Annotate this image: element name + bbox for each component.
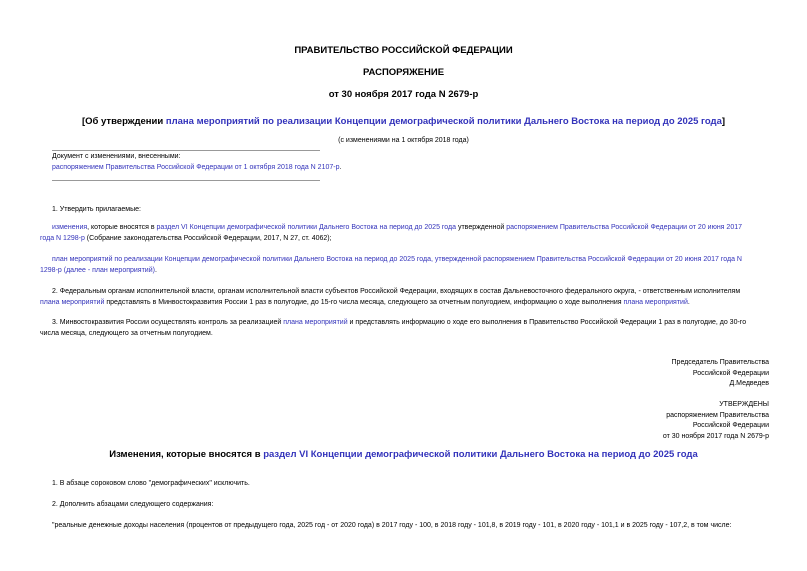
p4-plan-link-1[interactable]: плана мероприятий xyxy=(40,298,105,306)
change-box-top-rule xyxy=(52,150,320,151)
paragraph-1: 1. Утвердить прилагаемые: xyxy=(52,206,141,213)
changes-title xyxy=(0,449,807,460)
change-box-link[interactable]: распоряжением Правительства Российской Федерации от 1 октября 2018 года N 2107-р xyxy=(52,164,340,171)
plan-link-a[interactable]: план мероприятий по реализации Концепции демографической политики Дальнего Востока на период до 2025 года, утвержденной распоряжением Правительства Российской Федерации от 20 июня 2017 года N xyxy=(52,256,742,263)
change-box-suffix: . xyxy=(339,164,342,171)
p5-line-2: числа месяца, следующего за отчетным полугодием. xyxy=(40,329,213,337)
order-1298-link-a[interactable]: распоряжением Правительства Российской Федерации от 20 июня 2017 xyxy=(506,224,742,231)
p2-text-1: , которые вносятся в xyxy=(87,224,157,231)
paragraph-4 xyxy=(40,287,775,308)
p4-line-1: 2. Федеральным органам исполнительной власти, органам исполнительной власти субъектов Российской Федерации, входящих в состав Дальневосточного федерального округа, - ответственным исполнителям xyxy=(52,288,741,295)
changes-title-text: Изменения, которые вносятся в xyxy=(109,449,264,460)
signature-country: Российской Федерации xyxy=(692,369,769,377)
p5-text-1: 3. Минвостокразвития России осуществлять контроль за реализацией xyxy=(52,319,284,326)
approval-block xyxy=(663,400,769,442)
approval-date: от 30 ноября 2017 года N 2679-р xyxy=(662,432,769,440)
p2-text-2: утвержденной xyxy=(456,224,507,231)
signature-position: Председатель Правительства xyxy=(671,359,769,366)
approval-country: Российской Федерации xyxy=(692,422,769,429)
section-vi-link[interactable]: раздел VI Концепции демографической политики Дальнего Востока на период до 2025 года xyxy=(156,224,457,231)
document-title xyxy=(0,116,807,127)
order-1298-link-b[interactable]: года N 1298-р xyxy=(40,234,85,242)
p5-plan-link[interactable]: плана мероприятий xyxy=(283,319,348,326)
amendments-link[interactable]: изменения xyxy=(52,224,88,231)
document-date-number: от 30 ноября 2017 года N 2679-р xyxy=(328,89,479,100)
paragraph-3 xyxy=(40,255,775,276)
p5-text-2: и представлять информацию о ходе его выполнения в Правительство Российской Федерации 1 раз в полугодие, до 30-го xyxy=(347,319,747,326)
change-box-label: Документ с изменениями, внесенными: xyxy=(52,153,181,160)
revision-note: (с изменениями на 1 октября 2018 года) xyxy=(338,137,469,144)
change-item-1: 1. В абзаце сороковом слово "демографических" исключить. xyxy=(52,480,250,487)
signature-block xyxy=(672,358,769,390)
plan-link-b[interactable]: 1298-р (далее - план мероприятий) xyxy=(40,266,155,274)
p2-text-3: (Собрание законодательства Российской Федерации, 2017, N 27, ст. 4062); xyxy=(84,234,332,242)
p4-plan-link-2[interactable]: плана мероприятий xyxy=(623,298,688,306)
title-bracket-open: [Об утверждении xyxy=(81,116,166,127)
change-box-bottom-rule xyxy=(52,180,320,181)
paragraph-5 xyxy=(40,318,775,339)
approval-order: распоряжением Правительства xyxy=(666,411,769,419)
change-item-3: "реальные денежные доходы населения (процентов от предыдущего года, 2025 год - от 2020 года) в 2017 году - 100, в 2018 году - 101,8, в 2019 году - 101, в 2020 году - 101,1 и в 2025 году - 107,2, в том числе: xyxy=(52,522,732,529)
document-type: РАСПОРЯЖЕНИЕ xyxy=(362,67,445,78)
signature-name: Д.Медведев xyxy=(729,380,769,387)
approval-heading: УТВЕРЖДЕНЫ xyxy=(719,401,769,408)
change-box-entry xyxy=(52,164,341,171)
government-heading: ПРАВИТЕЛЬСТВО РОССИЙСКОЙ ФЕДЕРАЦИИ xyxy=(294,45,513,56)
changes-title-link[interactable]: раздел VI Концепции демографической политики Дальнего Востока на период до 2025 года xyxy=(263,449,698,460)
title-bracket-close: ] xyxy=(721,116,726,127)
p3-text-1: . xyxy=(154,266,157,274)
change-item-2: 2. Дополнить абзацами следующего содержания: xyxy=(52,501,214,508)
p4-text-2: . xyxy=(687,298,690,306)
paragraph-2 xyxy=(40,223,775,244)
p4-text-1: представлять в Минвостокразвития России 1 раз в полугодие, до 15-го числа месяца, следующего за отчетным полугодием, информацию о ходе выполнения xyxy=(104,298,624,306)
title-plan-link[interactable]: плана мероприятий по реализации Концепции демографической политики Дальнего Востока на период до 2025 года xyxy=(165,116,722,127)
